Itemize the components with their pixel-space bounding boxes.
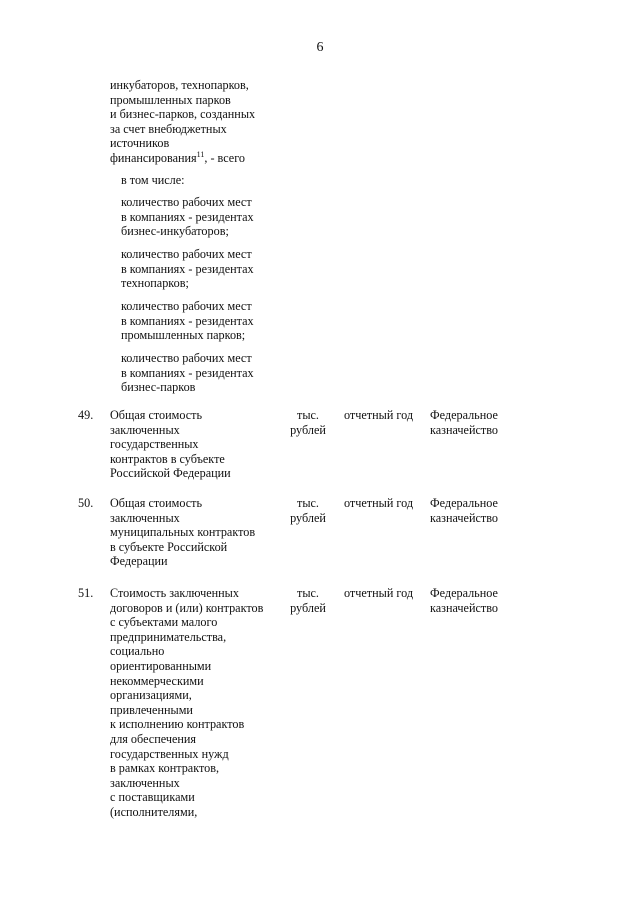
- sub-item-business-incubators: количество рабочих мест в компаниях - резидентах бизнес-инкубаторов;: [121, 195, 254, 239]
- row-number: 51.: [78, 586, 94, 600]
- row-number: 49.: [78, 408, 94, 422]
- row-source: Федеральное казначейство: [430, 586, 498, 615]
- row-number: 50.: [78, 496, 94, 510]
- row-unit: тыс. рублей: [290, 586, 326, 615]
- row-indicator-name: Общая стоимость заключенных государственных контрактов в субъекте Российской Федерации: [110, 408, 231, 481]
- including-label: в том числе:: [121, 173, 185, 187]
- sub-item-technoparks: количество рабочих мест в компаниях - резидентах технопарков;: [121, 247, 254, 291]
- page-number: 6: [316, 40, 324, 55]
- continued-item-name: [110, 78, 280, 166]
- row-period: отчетный год: [344, 586, 414, 600]
- row-unit: тыс. рублей: [290, 408, 326, 437]
- row-source: Федеральное казначейство: [430, 496, 498, 525]
- row-indicator-name: Общая стоимость заключенных муниципальных контрактов в субъекте Российской Федерации: [110, 496, 256, 569]
- row-period: отчетный год: [344, 496, 414, 510]
- row-indicator-name: Стоимость заключенных договоров и (или) контрактов с субъектами малого предпринимательства, социально ориентированными некоммерческими организациями, привлеченными к исполнению контрактов для обеспечения государственных нужд в рамках контрактов, заключенных с поставщиками (исполнителями,: [110, 586, 264, 819]
- row-source: Федеральное казначейство: [430, 408, 498, 437]
- footnote-reference: 11: [196, 149, 205, 159]
- sub-item-business-parks: количество рабочих мест в компаниях - резидентах бизнес-парков: [121, 351, 254, 395]
- sub-item-industrial-parks: количество рабочих мест в компаниях - резидентах промышленных парков;: [121, 299, 254, 343]
- row-period: отчетный год: [344, 408, 414, 422]
- row-unit: тыс. рублей: [290, 496, 326, 525]
- continued-item-text: инкубаторов, технопарков, промышленных парков и бизнес-парков, созданных за счет внебюджетных источников финансирования: [110, 78, 256, 165]
- continued-item-suffix: , - всего: [204, 150, 245, 165]
